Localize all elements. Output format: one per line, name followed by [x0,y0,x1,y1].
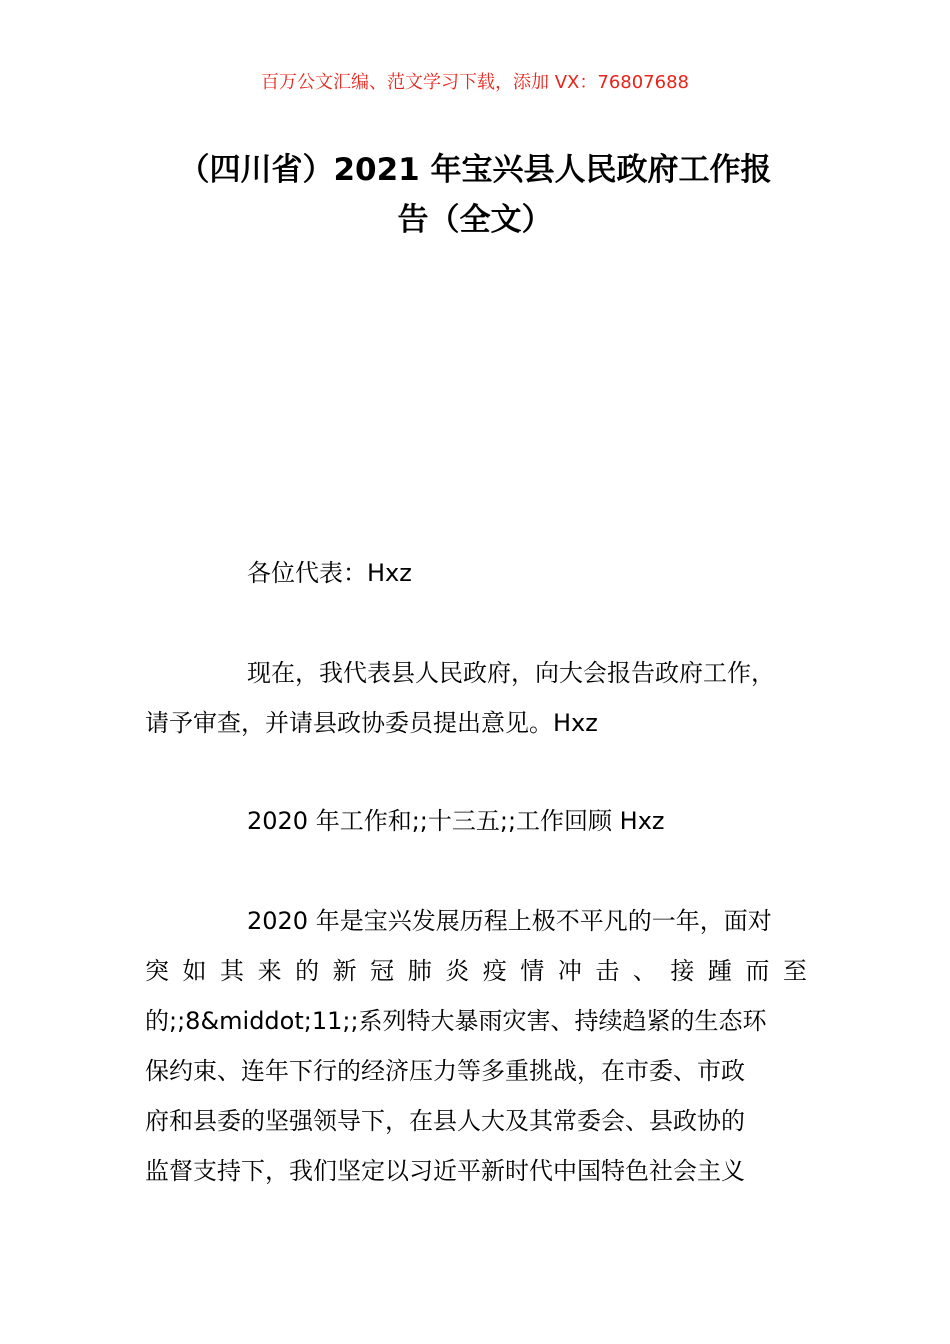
salutation: 各位代表：Hxz [247,559,412,587]
document-title-line-2: 告（全文） [397,202,553,238]
document-title-line-1: （四川省）2021 年宝兴县人民政府工作报 [178,152,772,188]
paragraph-2-line-6: 监督支持下，我们坚定以习近平新时代中国特色社会主义 [145,1157,745,1185]
paragraph-2-line-1: 2020 年是宝兴发展历程上极不平凡的一年，面对 [247,907,772,935]
section-heading: 2020 年工作和;;十三五;;工作回顾 Hxz [247,807,665,835]
paragraph-2-line-4: 保约束、连年下行的经济压力等多重挑战，在市委、市政 [145,1057,745,1085]
paragraph-1-line-2: 请予审查，并请县政协委员提出意见。Hxz [145,709,598,737]
paragraph-2-line-5: 府和县委的坚强领导下，在县人大及其常委会、县政协的 [145,1107,745,1135]
paragraph-1-line-1: 现在，我代表县人民政府，向大会报告政府工作， [247,659,775,687]
paragraph-2-line-2: 突 如 其 来 的 新 冠 肺 炎 疫 情 冲 击 、 接 踵 而 至 [145,957,807,985]
paragraph-2-line-3: 的;;8&middot;11;;系列特大暴雨灾害、持续趋紧的生态环 [145,1007,767,1035]
promo-header-note: 百万公文汇编、范文学习下载，添加 VX：76807688 [261,72,689,93]
